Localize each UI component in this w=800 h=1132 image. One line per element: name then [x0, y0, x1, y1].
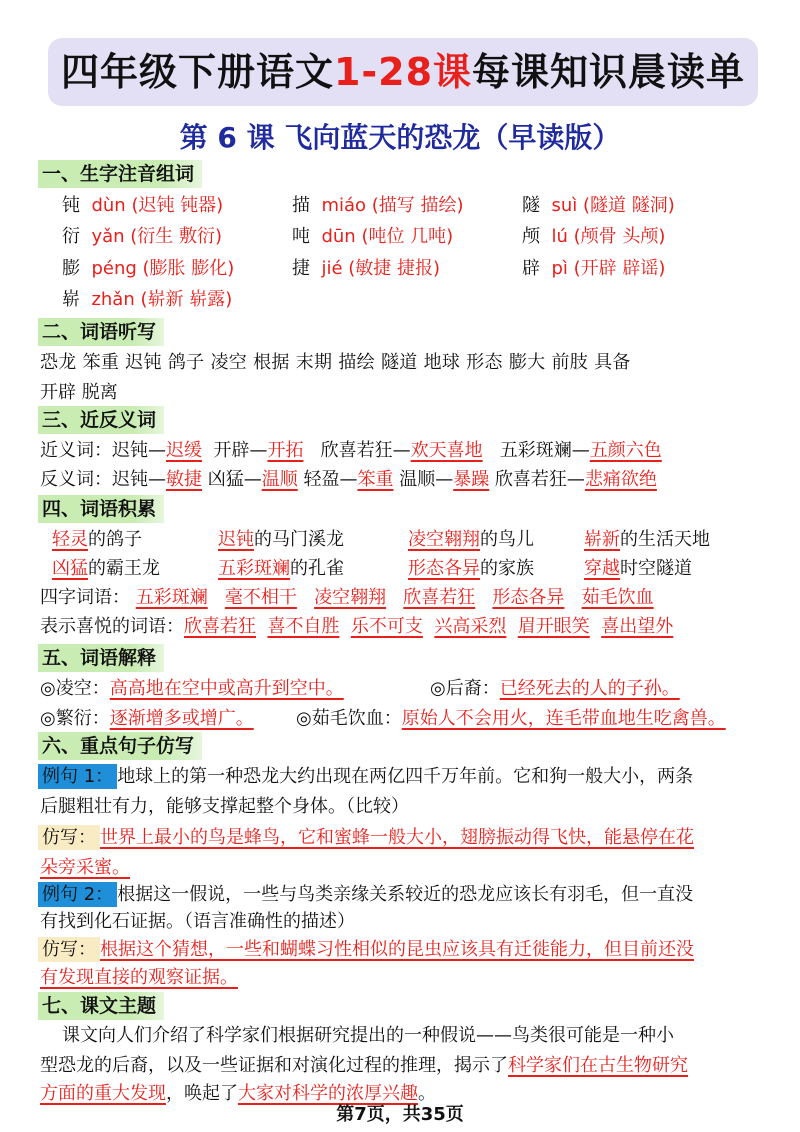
dictation-line-1: 恐龙 笨重 迟钝 鸽子 凌空 根据 末期 描绘 隧道 地球 形态 膨大 前肢 具备	[40, 352, 631, 373]
phrase-item: 五彩斑斓的孔雀	[218, 558, 344, 579]
phrase-item: 形态各异的家族	[408, 558, 534, 579]
synonyms-line: 近义词：迟钝—迟缓 开辟—开拓 欣喜若狂—欢天喜地 五彩斑斓—五颜六色	[40, 440, 662, 461]
phrase-item: 迟钝的马门溪龙	[218, 529, 344, 550]
theme-paragraph-line-1: 课文向人们介绍了科学家们根据研究提出的一种假说——鸟类很可能是一种小	[62, 1025, 674, 1046]
phrase-item: 凌空翱翔的鸟儿	[408, 529, 534, 550]
example-sentence-1-cont: 后腿粗壮有力，能够支撑起整个身体。（比较）	[40, 796, 409, 817]
char-entry: 衍 yǎn (衍生 敷衍)	[62, 226, 223, 247]
imitation-1: 仿写： 世界上最小的鸟是蜂鸟，它和蜜蜂一般大小，翅膀振动得飞快，能悬停在花	[38, 822, 694, 853]
imitation-tag: 仿写：	[38, 937, 100, 962]
char-entry: 颅 lú (颅骨 头颅)	[522, 226, 666, 247]
page-number: 第7页，共35页	[336, 1104, 464, 1125]
imitation-1-cont: 朵旁采蜜。	[40, 857, 130, 878]
joy-words-line: 表示喜悦的词语：欣喜若狂 喜不自胜 乐不可支 兴高采烈 眉开眼笑 喜出望外	[40, 616, 674, 637]
section-heading-synonyms: 三、近反义词	[38, 406, 164, 434]
char-entry: 膨 péng (膨胀 膨化)	[62, 258, 235, 279]
header-banner	[48, 38, 758, 106]
theme-paragraph-line-2: 型恐龙的后裔，以及一些证据和对演化过程的推理，揭示了科学家们在古生物研究	[40, 1055, 688, 1076]
example-sentence-2-cont: 有找到化石证据。（语言准确性的描述）	[40, 911, 355, 932]
char-entry: 吨 dūn (吨位 几吨)	[292, 226, 454, 247]
explanation-item: ◎凌空：高高地在空中或高升到空中。	[40, 678, 344, 699]
imitation-2: 仿写： 根据这个猜想，一些和蝴蝶习性相似的昆虫应该具有迁徙能力，但目前还没	[38, 934, 694, 965]
four-char-words-line: 四字词语： 五彩斑斓 毫不相干 凌空翱翔 欣喜若狂 形态各异 茹毛饮血	[40, 587, 654, 608]
example-sentence-2: 例句 2： 根据这一假说，一些与鸟类亲缘关系较近的恐龙应该长有羽毛，但一直没	[38, 879, 693, 910]
theme-paragraph-line-3: 方面的重大发现，唤起了大家对科学的浓厚兴趣。	[40, 1083, 436, 1104]
phrase-item: 穿越时空隧道	[584, 558, 692, 579]
phrase-item: 崭新的生活天地	[584, 529, 710, 550]
phrase-item: 凶猛的霸王龙	[52, 558, 160, 579]
explanation-item: ◎后裔：已经死去的人的子孙。	[430, 678, 680, 699]
phrase-item: 轻灵的鸽子	[52, 529, 142, 550]
example-tag: 例句 2：	[38, 882, 117, 907]
banner-title-part2: 1-28课	[333, 50, 473, 94]
lesson-title: 第 6 课 飞向蓝天的恐龙（早读版）	[179, 121, 621, 154]
imitation-tag: 仿写：	[38, 825, 100, 850]
char-entry: 钝 dùn (迟钝 钝器)	[62, 195, 224, 216]
section-heading-imitation: 六、重点句子仿写	[38, 732, 202, 760]
section-heading-explanations: 五、词语解释	[38, 644, 164, 672]
section-heading-dictation: 二、词语听写	[38, 318, 164, 346]
char-entry: 崭 zhǎn (崭新 崭露)	[62, 289, 233, 310]
dictation-line-2: 开辟 脱离	[40, 382, 118, 403]
section-heading-characters: 一、生字注音组词	[38, 160, 202, 188]
explanation-item: ◎茹毛饮血：原始人不会用火，连毛带血地生吃禽兽。	[296, 708, 726, 729]
explanation-item: ◎繁衍：逐渐增多或增广。	[40, 708, 254, 729]
char-entry: 描 miáo (描写 描绘)	[292, 195, 464, 216]
section-heading-theme: 七、课文主题	[38, 992, 164, 1020]
char-entry: 捷 jié (敏捷 捷报)	[292, 258, 441, 279]
char-entry: 隧 suì (隧道 隧洞)	[522, 195, 675, 216]
antonyms-line: 反义词：迟钝—敏捷 凶猛—温顺 轻盈—笨重 温顺—暴躁 欣喜若狂—悲痛欲绝	[40, 469, 657, 490]
banner-title-part3: 每课知识晨读单	[472, 50, 746, 94]
imitation-2-cont: 有发现直接的观察证据。	[40, 967, 238, 988]
char-entry: 辟 pì (开辟 辟谣)	[522, 258, 666, 279]
section-heading-accumulation: 四、词语积累	[38, 495, 164, 523]
example-sentence-1: 例句 1： 地球上的第一种恐龙大约出现在两亿四千万年前。它和狗一般大小，两条	[38, 761, 693, 792]
example-tag: 例句 1：	[38, 764, 117, 789]
banner-title-part1: 四年级下册语文	[60, 50, 334, 94]
